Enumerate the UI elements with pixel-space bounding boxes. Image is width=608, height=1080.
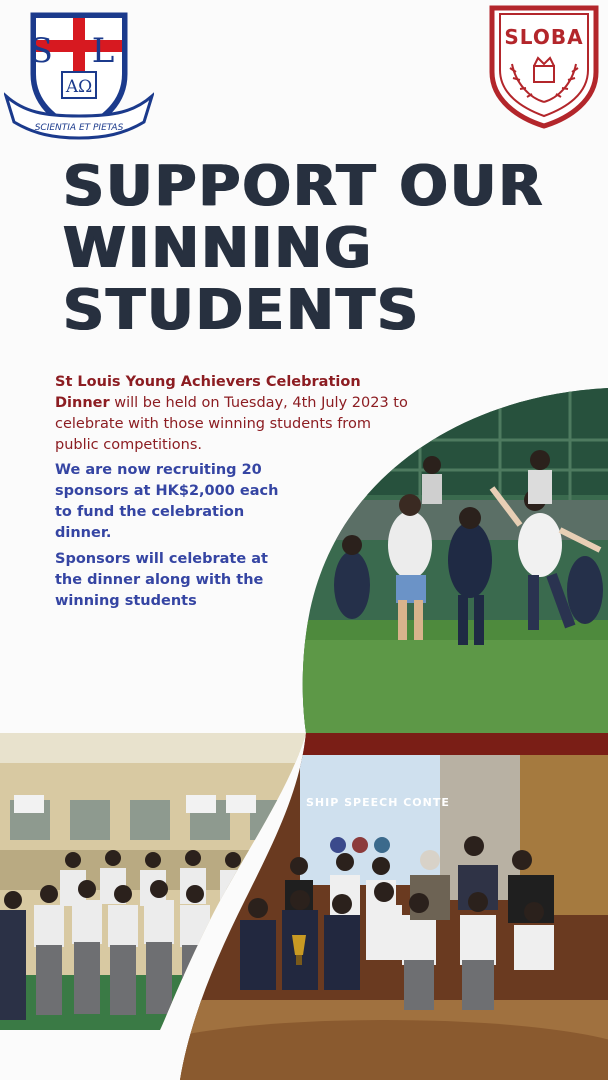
crown-icon xyxy=(534,66,554,82)
event-name: St Louis Young Achievers Celebration Dinner xyxy=(55,374,361,411)
sloba-logo xyxy=(486,2,602,130)
headline-line-3: STUDENTS xyxy=(62,278,420,343)
recruit-paragraph: We are now recruiting 20 sponsors at HK$2,000 each to fund the celebration dinner. xyxy=(55,462,279,541)
crest-letters: S L xyxy=(29,31,129,71)
intro-details: will be held on Tuesday, 4th July 2023 to celebrate with those winning students from public competitions. xyxy=(55,395,408,453)
sloba-text: SLOBA xyxy=(504,25,584,49)
headline-line-1: SUPPORT OUR xyxy=(62,154,544,219)
school-crest-logo xyxy=(4,4,154,144)
crest-greek: AΩ xyxy=(65,77,93,97)
crest-motto: SCIENTIA ET PIETAS xyxy=(34,123,124,133)
headline-line-2: WINNING xyxy=(62,216,373,281)
headline xyxy=(62,156,543,342)
stage-banner-text: SHIP SPEECH CONTE xyxy=(306,796,450,809)
intro-paragraph xyxy=(55,372,415,456)
sponsors-paragraph: Sponsors will celebrate at the dinner along with the winning students xyxy=(55,551,268,609)
